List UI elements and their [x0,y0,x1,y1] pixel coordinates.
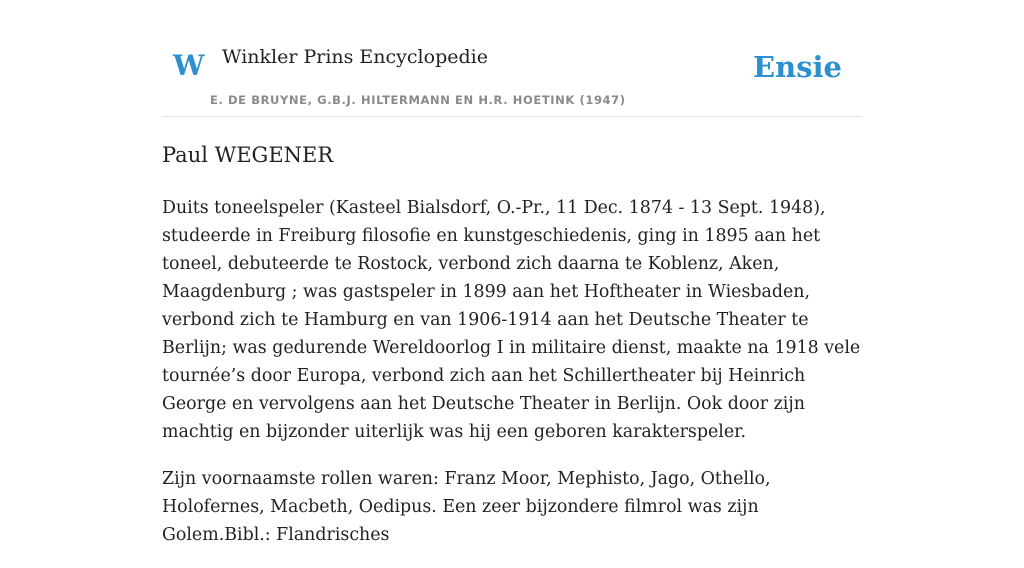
ensie-logo[interactable]: Ensie [753,50,842,84]
article-paragraph-2: Zijn voornaamste rollen waren: Franz Moor, Mephisto, Jago, Othello, Holofernes, Macbeth, Oedipus. Een zeer bijzondere filmrol was zijn Golem.Bibl.: Flandrisches [162,469,771,545]
winkler-prins-logo[interactable]: W [173,49,205,82]
site-header [162,0,862,117]
page-title: Paul WEGENER [162,143,334,167]
article [162,138,862,568]
article-paragraph-1: Duits toneelspeler (Kasteel Bialsdorf, O.-Pr., 11 Dec. 1874 - 13 Sept. 1948), studeerde in Freiburg filosofie en kunstgeschiedenis, ging in 1895 aan het toneel, debuteerde te Rostock, verbond zich daarna te Koblenz, Aken, Maagdenburg ; was gastspeler in 1899 aan het Hoftheater in Wiesbaden, verbond zich te Hamburg en van 1906-1914 aan het Deutsche Theater te Berlijn; was gedurende Wereldoorlog I in militaire dienst, maakte na 1918 vele tournée’s door Europa, verbond zich aan het Schillertheater bij Heinrich George en vervolgens aan het Deutsche Theater in Berlijn. Ook door zijn machtig en bijzonder uiterlijk was hij een geboren karakterspeler. [162,198,861,442]
authors-line: E. DE BRUYNE, G.B.J. HILTERMANN EN H.R. HOETINK (1947) [210,93,626,107]
site-title[interactable]: Winkler Prins Encyclopedie [222,46,488,68]
